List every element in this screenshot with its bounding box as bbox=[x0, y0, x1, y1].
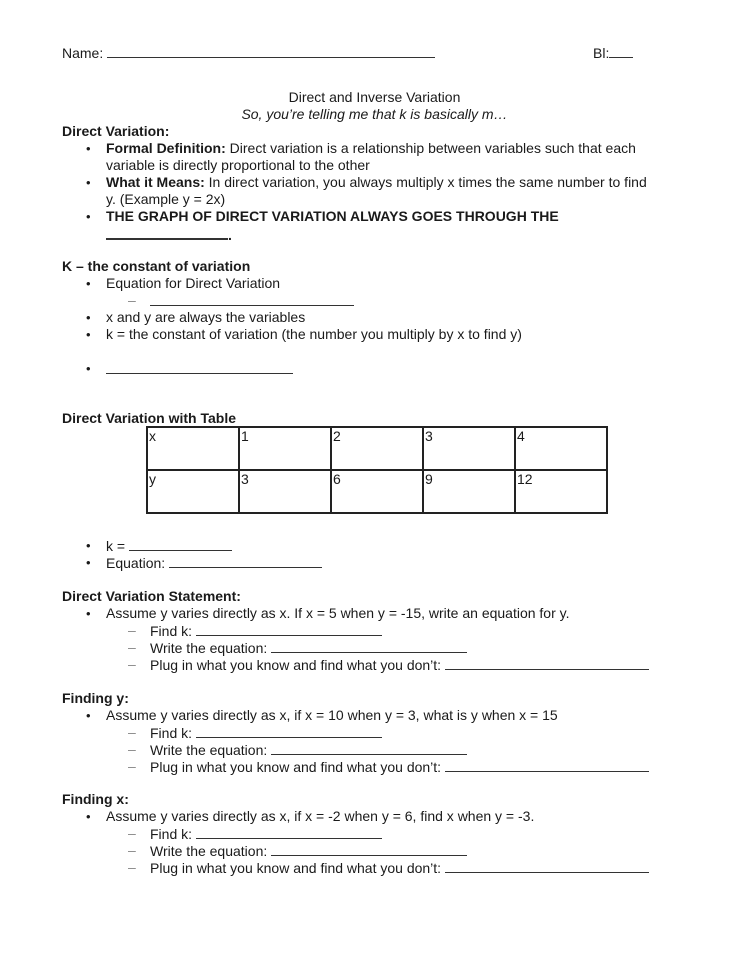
k-blank-line bbox=[106, 360, 293, 378]
section-heading-finding-x: Finding x: bbox=[62, 791, 129, 807]
equation-answer-field[interactable] bbox=[169, 554, 322, 568]
step-label: Find k: bbox=[150, 826, 193, 842]
bullet-icon: • bbox=[86, 209, 91, 224]
what-it-means-label: What it Means: bbox=[106, 174, 205, 190]
answer-field[interactable] bbox=[196, 724, 382, 738]
k-item-constant: k = the constant of variation (the number you multiply by x to find y) bbox=[106, 326, 522, 342]
what-it-means bbox=[106, 174, 647, 191]
section-heading-k: K – the constant of variation bbox=[62, 258, 251, 274]
dash-icon: – bbox=[128, 622, 136, 638]
period: . bbox=[228, 227, 232, 243]
section-heading-finding-y: Finding y: bbox=[62, 690, 129, 706]
step-label: Plug in what you know and find what you don’t: bbox=[150, 860, 442, 876]
table-cell: x bbox=[147, 427, 239, 470]
step-label: Plug in what you know and find what you don’t: bbox=[150, 759, 442, 775]
table-cell: 4 bbox=[515, 427, 607, 470]
bullet-icon: • bbox=[86, 310, 91, 325]
bullet-icon: • bbox=[86, 141, 91, 156]
finding-y-problem: Assume y varies directly as x, if x = 10 when y = 3, what is y when x = 15 bbox=[106, 707, 558, 723]
statement-step-write-equation bbox=[150, 639, 467, 657]
finding-x-step-plug-in bbox=[150, 859, 649, 877]
section-heading-statement: Direct Variation Statement: bbox=[62, 588, 241, 604]
name-line bbox=[62, 44, 435, 62]
step-label: Write the equation: bbox=[150, 640, 268, 656]
finding-y-step-write-equation bbox=[150, 741, 467, 759]
step-label: Write the equation: bbox=[150, 843, 268, 859]
dash-icon: – bbox=[128, 842, 136, 858]
table-cell: 6 bbox=[331, 470, 423, 513]
finding-x-step-find-k bbox=[150, 825, 382, 843]
block-label: Bl: bbox=[593, 45, 610, 61]
block-line bbox=[593, 44, 633, 62]
k-answer-line bbox=[106, 537, 232, 555]
table-cell: 1 bbox=[239, 427, 331, 470]
table-cell: 9 bbox=[423, 470, 515, 513]
answer-field[interactable] bbox=[445, 656, 649, 670]
finding-y-step-find-k bbox=[150, 724, 382, 742]
answer-field[interactable] bbox=[445, 758, 649, 772]
table-row-x bbox=[147, 427, 607, 470]
answer-field[interactable] bbox=[271, 639, 467, 653]
equation-answer-line bbox=[106, 554, 322, 572]
table-cell: y bbox=[147, 470, 239, 513]
dash-icon: – bbox=[128, 758, 136, 774]
k-label: k = bbox=[106, 538, 126, 554]
table-row-y bbox=[147, 470, 607, 513]
name-label: Name: bbox=[62, 45, 104, 61]
answer-field[interactable] bbox=[445, 859, 649, 873]
finding-x-step-write-equation bbox=[150, 842, 467, 860]
bullet-icon: • bbox=[86, 708, 91, 723]
answer-field[interactable] bbox=[271, 842, 467, 856]
what-it-means-text: In direct variation, you always multiply x times the same number to find bbox=[204, 174, 647, 190]
formal-definition-label: Formal Definition: bbox=[106, 140, 226, 156]
formal-definition-text: Direct variation is a relationship between variables such that each bbox=[225, 140, 636, 156]
dash-icon: – bbox=[128, 825, 136, 841]
formal-definition bbox=[106, 140, 636, 157]
dash-icon: – bbox=[128, 859, 136, 875]
table-cell: 3 bbox=[239, 470, 331, 513]
bullet-icon: • bbox=[86, 809, 91, 824]
k-answer-field[interactable] bbox=[129, 537, 232, 551]
statement-step-plug-in bbox=[150, 656, 649, 674]
section-heading-table: Direct Variation with Table bbox=[62, 410, 237, 426]
k-note-field[interactable] bbox=[106, 360, 293, 374]
table-cell: 3 bbox=[423, 427, 515, 470]
table-cell: 12 bbox=[515, 470, 607, 513]
formal-definition-cont: variable is directly proportional to the other bbox=[106, 157, 370, 173]
what-it-means-cont: y. (Example y = 2x) bbox=[106, 191, 226, 207]
equation-label: Equation: bbox=[106, 555, 166, 571]
xy-table bbox=[146, 426, 608, 514]
name-field[interactable] bbox=[107, 44, 435, 58]
equation-field[interactable] bbox=[150, 292, 354, 306]
answer-field[interactable] bbox=[196, 825, 382, 839]
bullet-icon: • bbox=[86, 538, 91, 553]
dash-icon: – bbox=[128, 724, 136, 740]
statement-step-find-k bbox=[150, 622, 382, 640]
graph-statement-blank-line bbox=[106, 225, 232, 244]
step-label: Find k: bbox=[150, 725, 193, 741]
step-label: Plug in what you know and find what you don’t: bbox=[150, 657, 442, 673]
finding-x-problem: Assume y varies directly as x, if x = -2 when y = 6, find x when y = -3. bbox=[106, 808, 535, 824]
document-subtitle: So, you’re telling me that k is basically m… bbox=[241, 106, 508, 122]
answer-field[interactable] bbox=[196, 622, 382, 636]
dash-icon: – bbox=[128, 656, 136, 672]
statement-problem: Assume y varies directly as x. If x = 5 when y = -15, write an equation for y. bbox=[106, 605, 570, 621]
answer-field[interactable] bbox=[271, 741, 467, 755]
section-heading-direct-variation: Direct Variation: bbox=[62, 123, 170, 139]
bullet-icon: • bbox=[86, 361, 91, 376]
dash-icon: – bbox=[128, 741, 136, 757]
step-label: Find k: bbox=[150, 623, 193, 639]
bullet-icon: • bbox=[86, 606, 91, 621]
dash-icon: – bbox=[128, 292, 136, 308]
equation-blank-line bbox=[150, 292, 354, 310]
k-item-equation: Equation for Direct Variation bbox=[106, 275, 281, 291]
table-cell: 2 bbox=[331, 427, 423, 470]
document-title: Direct and Inverse Variation bbox=[288, 89, 461, 105]
step-label: Write the equation: bbox=[150, 742, 268, 758]
block-field[interactable] bbox=[609, 44, 633, 58]
bullet-icon: • bbox=[86, 276, 91, 291]
graph-answer-field[interactable] bbox=[106, 225, 228, 240]
bullet-icon: • bbox=[86, 327, 91, 342]
bullet-icon: • bbox=[86, 175, 91, 190]
k-item-variables: x and y are always the variables bbox=[106, 309, 306, 325]
dash-icon: – bbox=[128, 639, 136, 655]
finding-y-step-plug-in bbox=[150, 758, 649, 776]
graph-statement: THE GRAPH OF DIRECT VARIATION ALWAYS GOES THROUGH THE bbox=[106, 208, 559, 224]
bullet-icon: • bbox=[86, 555, 91, 570]
